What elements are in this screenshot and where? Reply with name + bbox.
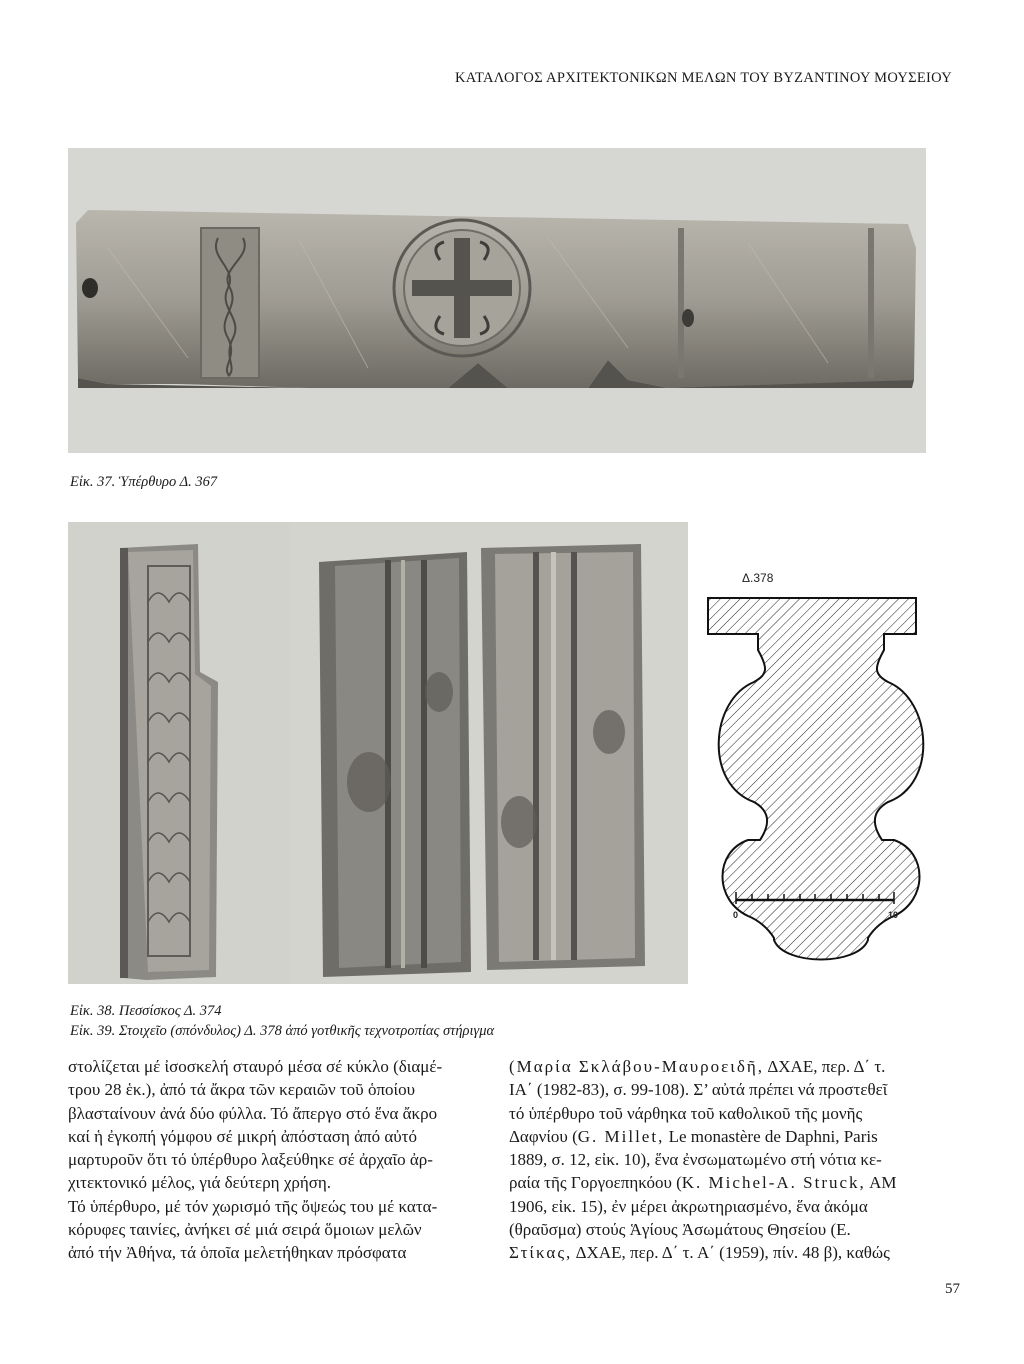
- left-text-line: Τό ὑπέρθυρο, μέ τόν χωρισμό τῆς ὄψεώς του μέ κατα-: [68, 1196, 438, 1216]
- author-name: G. Millet,: [577, 1126, 665, 1146]
- figure-39-caption: Εἰκ. 39. Στοιχεῖο (σπόνδυλος) Δ. 378 ἀπό γοτθικῆς τεχνοτροπίας στήριγμα: [70, 1023, 495, 1039]
- left-text-line: τρου 28 ἑκ.), ἀπό τά ἄκρα τῶν κεραιῶν τοῦ ὁποίου: [68, 1080, 416, 1100]
- left-text-line: καί ἡ ἐγκοπή γόμφου σέ μικρή ἀπόσταση ἀπό αὐτό: [68, 1126, 417, 1146]
- page-number: 57: [945, 1281, 960, 1297]
- right-text-line: 1906, εἰκ. 15), ἐν μέρει ἀκρωτηριασμένο, ἕνα ἀκόμα: [509, 1196, 868, 1216]
- column-fragment-photo: [289, 522, 688, 984]
- right-text-line: τό ὑπέρθυρο τοῦ νάρθηκα τοῦ καθολικοῦ τῆς μονῆς: [509, 1103, 863, 1123]
- left-text-line: κόρυφες ταινίες, ἀνήκει σέ μιά σειρά ὅμοιων μελῶν: [68, 1220, 422, 1240]
- right-text-line: Δαφνίου (G. Millet, Le monastère de Daphni, Paris: [509, 1126, 878, 1146]
- right-text-column: [509, 1055, 931, 1265]
- lintel-photo: [68, 148, 926, 453]
- left-text-column: [68, 1055, 492, 1265]
- right-text-line: Στίκας, ΔΧΑΕ, περ. Δ΄ τ. Α΄ (1959), πίν. 48 β), καθώς: [509, 1243, 890, 1263]
- right-text-line: ραία τῆς Γοργοεπηκόου (K. Michel-A. Struck, AM: [509, 1173, 897, 1193]
- right-text-line: (Μαρία Σκλάβου-Μαυροειδῆ, ΔΧΑΕ, περ. Δ΄ τ.: [509, 1057, 886, 1076]
- pier-photo: [68, 522, 289, 984]
- right-text-line: ΙΑ΄ (1982-83), σ. 99-108). Σ’ αὐτά πρέπει νά προστεθεῖ: [509, 1080, 888, 1100]
- author-name: (Μαρία Σκλάβου-Μαυροειδῆ,: [509, 1057, 765, 1076]
- figure-38-caption: Εἰκ. 38. Πεσσίσκος Δ. 374: [70, 1003, 222, 1019]
- author-name: Στίκας,: [509, 1243, 573, 1263]
- scale-end-label: 10: [888, 910, 899, 920]
- figure-37-caption: Εἰκ. 37. Ὑπέρθυρο Δ. 367: [70, 474, 218, 490]
- profile-label: Δ.378: [742, 571, 774, 585]
- author-name: K. Michel-A. Struck,: [681, 1173, 866, 1193]
- right-text-line: (θραῦσμα) στούς Ἁγίους Ἀσωμάτους Θησείου (Ε.: [509, 1220, 851, 1240]
- left-text-line: στολίζεται μέ ἰσοσκελή σταυρό μέσα σέ κύκλο (διαμέ-: [68, 1057, 443, 1076]
- right-text-line: 1889, σ. 12, εἰκ. 10), ἕνα ἐνσωματωμένο στή νότια κε-: [509, 1150, 882, 1170]
- profile-drawing: [688, 522, 956, 984]
- left-text-line: χιτεκτονικό μέλος, γιά δεύτερη χρήση.: [68, 1173, 332, 1193]
- left-text-line: βλασταίνουν ἀνά δύο φύλλα. Τό ἄπεργο στό ἕνα ἄκρο: [68, 1103, 438, 1123]
- scale-start-label: 0: [733, 910, 739, 920]
- left-text-line: ἀπό τήν Ἀθήνα, τά ὁποῖα μελετήθηκαν πρόσφατα: [68, 1243, 407, 1263]
- left-text-line: μαρτυροῦν ὅτι τό ὑπέρθυρο λαξεύθηκε σέ ἀρχαῖο ἀρ-: [68, 1150, 433, 1170]
- running-head: ΚΑΤΑΛΟΓΟΣ ΑΡΧΙΤΕΚΤΟΝΙΚΩΝ ΜΕΛΩΝ ΤΟΥ ΒΥΖΑΝΤΙΝΟΥ ΜΟΥΣΕΙΟΥ: [455, 70, 952, 86]
